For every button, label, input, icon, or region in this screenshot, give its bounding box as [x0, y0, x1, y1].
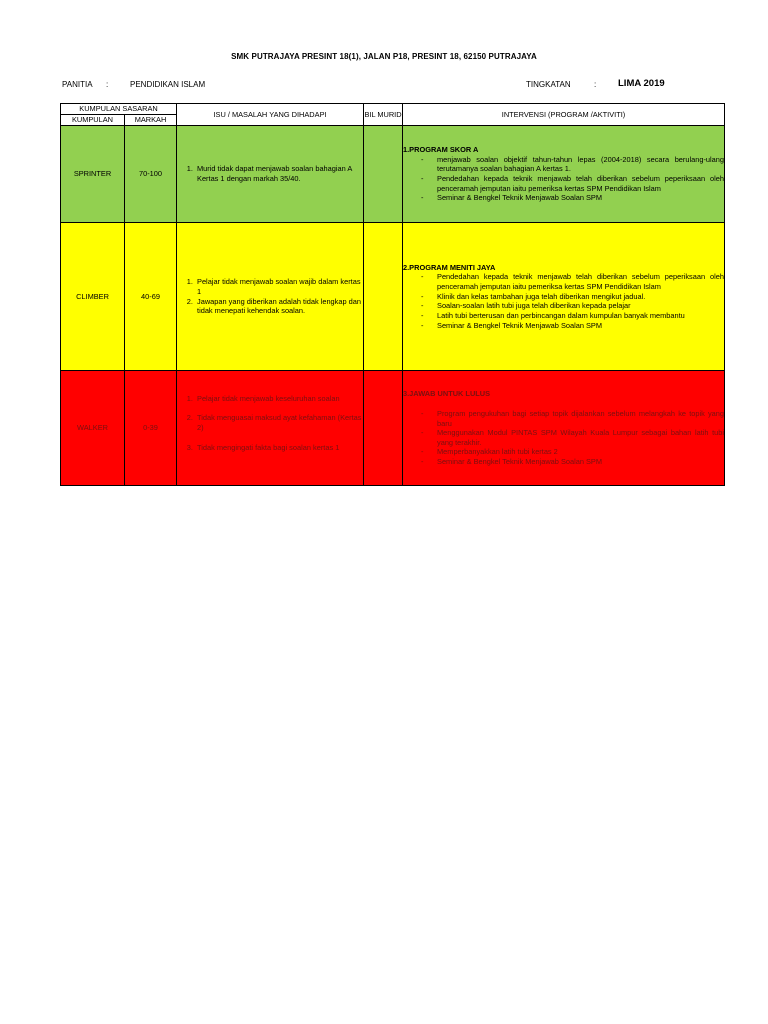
- markah-cell: 40-69: [125, 223, 177, 371]
- panitia-label: PANITIA: [62, 80, 93, 89]
- header-kumpulan: KUMPULAN: [61, 115, 125, 126]
- table-row-climber: [61, 223, 725, 371]
- school-title: SMK PUTRAJAYA PRESINT 18(1), JALAN P18, PRESINT 18, 62150 PUTRAJAYA: [231, 52, 537, 61]
- activity-item: - Program pengukuhan bagi setiap topik dijalankan sebelum melangkah ke topik yang baru: [421, 409, 724, 428]
- markah-cell: 70-100: [125, 126, 177, 223]
- intervention-cell: [403, 371, 725, 486]
- issue-item: 2. Tidak menguasai maksud ayat kefahaman (Kertas 2): [195, 413, 363, 432]
- issue-item: 3. Tidak mengingati fakta bagi soalan kertas 1: [195, 443, 363, 453]
- activity-item: - Seminar & Bengkel Teknik Menjawab Soalan SPM: [421, 321, 724, 331]
- header-markah: MARKAH: [125, 115, 177, 126]
- kumpulan-cell: CLIMBER: [61, 223, 125, 371]
- header-kumpulan-sasaran: KUMPULAN SASARAN: [61, 104, 177, 115]
- issues-cell: [177, 223, 364, 371]
- activity-item: - menjawab soalan objektif tahun-tahun lepas (2004-2018) secara berulang-ulang terutamanya soalan bahagian A kertas 1.: [421, 155, 724, 174]
- bil-cell: [364, 371, 403, 486]
- tingkatan-label: TINGKATAN: [526, 80, 571, 89]
- issue-item: 1. Pelajar tidak menjawab soalan wajib dalam kertas 1: [195, 277, 363, 296]
- activity-item: - Memperbanyakkan latih tubi kertas 2: [421, 447, 724, 457]
- tingkatan-colon: :: [594, 80, 597, 89]
- activity-item: - Klinik dan kelas tambahan juga telah diberikan mengikut jadual.: [421, 292, 724, 302]
- activity-item: - Pendedahan kepada teknik menjawab telah diberikan sebelum peperiksaan oleh penceramah jemputan iaitu pemeriksa kertas SPM Pendidikan Islam: [421, 272, 724, 291]
- tingkatan-value: LIMA 2019: [618, 78, 665, 89]
- bil-cell: [364, 223, 403, 371]
- intervention-table: [60, 103, 725, 486]
- activity-item: - Soalan-soalan latih tubi juga telah diberikan kepada pelajar: [421, 301, 724, 311]
- panitia-value: PENDIDIKAN ISLAM: [130, 80, 206, 89]
- kumpulan-cell: WALKER: [61, 371, 125, 486]
- activity-item: - Seminar & Bengkel Teknik Menjawab Soalan SPM: [421, 193, 724, 203]
- activity-item: - Latih tubi berterusan dan perbincangan dalam kumpulan banyak membantu: [421, 311, 724, 321]
- kumpulan-cell: SPRINTER: [61, 126, 125, 223]
- activity-item: - Seminar & Bengkel Teknik Menjawab Soalan SPM: [421, 457, 724, 467]
- intervention-cell: [403, 126, 725, 223]
- issue-item: 1. Pelajar tidak menjawab keseluruhan soalan: [195, 394, 363, 404]
- activity-item: - Pendedahan kepada teknik menjawab telah diberikan sebelum peperiksaan oleh penceramah jemputan iaitu pemeriksa kertas SPM Pendidikan Islam: [421, 174, 724, 193]
- intervention-cell: [403, 223, 725, 371]
- issues-cell: [177, 371, 364, 486]
- header-bil-murid: BIL MURID: [364, 104, 403, 126]
- panitia-colon: :: [106, 80, 109, 89]
- program-title: 2.PROGRAM MENITI JAYA: [403, 262, 496, 272]
- issue-item: 2. Jawapan yang diberikan adalah tidak lengkap dan tidak menepati kehendak soalan.: [195, 297, 363, 316]
- markah-cell: 0-39: [125, 371, 177, 486]
- program-title: 3.JAWAB UNTUK LULUS: [403, 389, 491, 399]
- issue-item: 1. Murid tidak dapat menjawab soalan bahagian A Kertas 1 dengan markah 35/40.: [195, 164, 363, 183]
- bil-cell: [364, 126, 403, 223]
- table-row-walker: [61, 371, 725, 486]
- activity-item: - Menggunakan Modul PINTAS SPM Wilayah Kuala Lumpur sebagai bahan latih tubi yang terakhir.: [421, 428, 724, 447]
- header-intervensi: INTERVENSI (PROGRAM /AKTIVITI): [403, 104, 725, 126]
- header-isu: ISU / MASALAH YANG DIHADAPI: [177, 104, 364, 126]
- program-title: 1.PROGRAM SKOR A: [403, 145, 479, 155]
- table-row-sprinter: [61, 126, 725, 223]
- issues-cell: [177, 126, 364, 223]
